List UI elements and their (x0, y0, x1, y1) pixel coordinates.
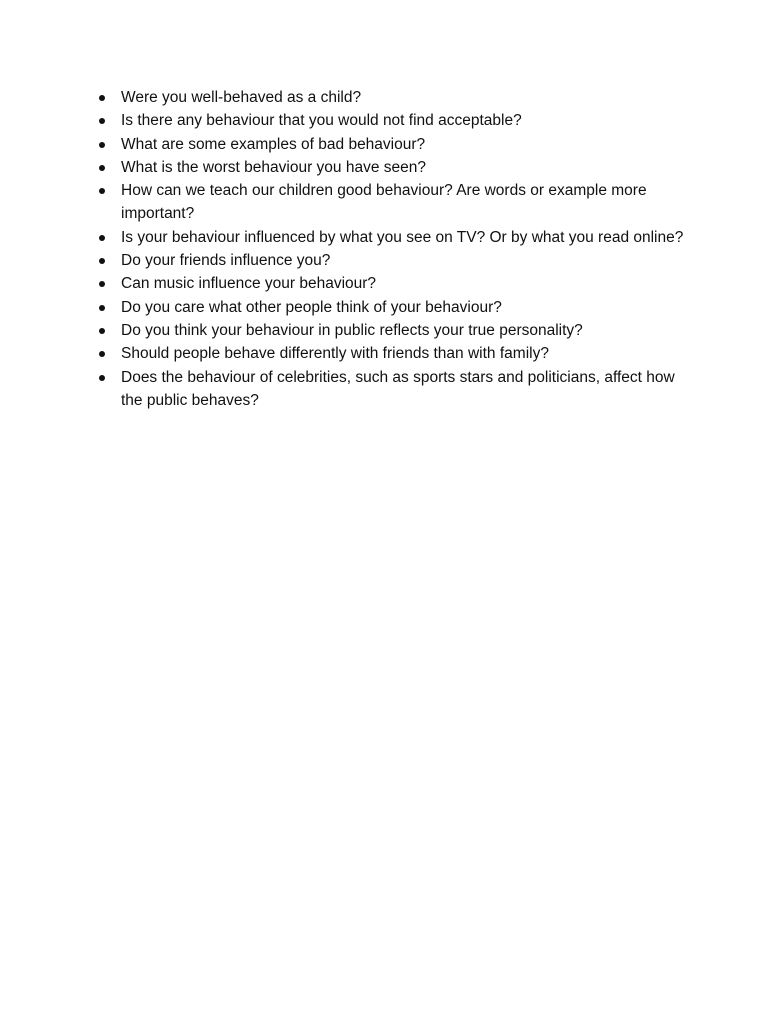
list-item (96, 319, 696, 342)
list-item (96, 249, 696, 272)
question-text: Can music influence your behaviour? (121, 275, 377, 293)
bullet-icon (96, 272, 121, 295)
question-text: Do your friends influence you? (121, 252, 331, 270)
question-text: What are some examples of bad behaviour? (121, 135, 426, 153)
bullet-icon (96, 319, 121, 342)
bullet-icon (96, 249, 121, 272)
question-text: Do you care what other people think of your behaviour? (121, 298, 502, 316)
question-list (96, 86, 696, 412)
list-item (96, 272, 696, 295)
bullet-icon (96, 226, 121, 249)
question-text: Is your behaviour influenced by what you see on TV? Or by what you read online? (121, 228, 684, 246)
list-item (96, 109, 696, 132)
question-text: Do you think your behaviour in public reflects your true personality? (121, 321, 583, 339)
bullet-icon (96, 156, 121, 179)
question-text: Does the behaviour of celebrities, such as sports stars and politicians, affect how the public behaves? (121, 368, 675, 409)
question-text: Is there any behaviour that you would not find acceptable? (121, 112, 522, 130)
bullet-icon (96, 366, 121, 389)
list-item (96, 296, 696, 319)
list-item (96, 179, 696, 226)
bullet-icon (96, 342, 121, 365)
bullet-icon (96, 296, 121, 319)
list-item (96, 156, 696, 179)
bullet-icon (96, 133, 121, 156)
list-item (96, 342, 696, 365)
question-text: What is the worst behaviour you have seen? (121, 158, 427, 176)
list-item (96, 86, 696, 109)
list-item (96, 226, 696, 249)
question-text: Should people behave differently with friends than with family? (121, 345, 549, 363)
bullet-icon (96, 179, 121, 202)
bullet-icon (96, 109, 121, 132)
question-text: Were you well-behaved as a child? (121, 89, 362, 106)
bullet-icon (96, 86, 121, 109)
list-item (96, 133, 696, 156)
list-item (96, 366, 696, 413)
question-text: How can we teach our children good behaviour? Are words or example more important? (121, 182, 647, 223)
